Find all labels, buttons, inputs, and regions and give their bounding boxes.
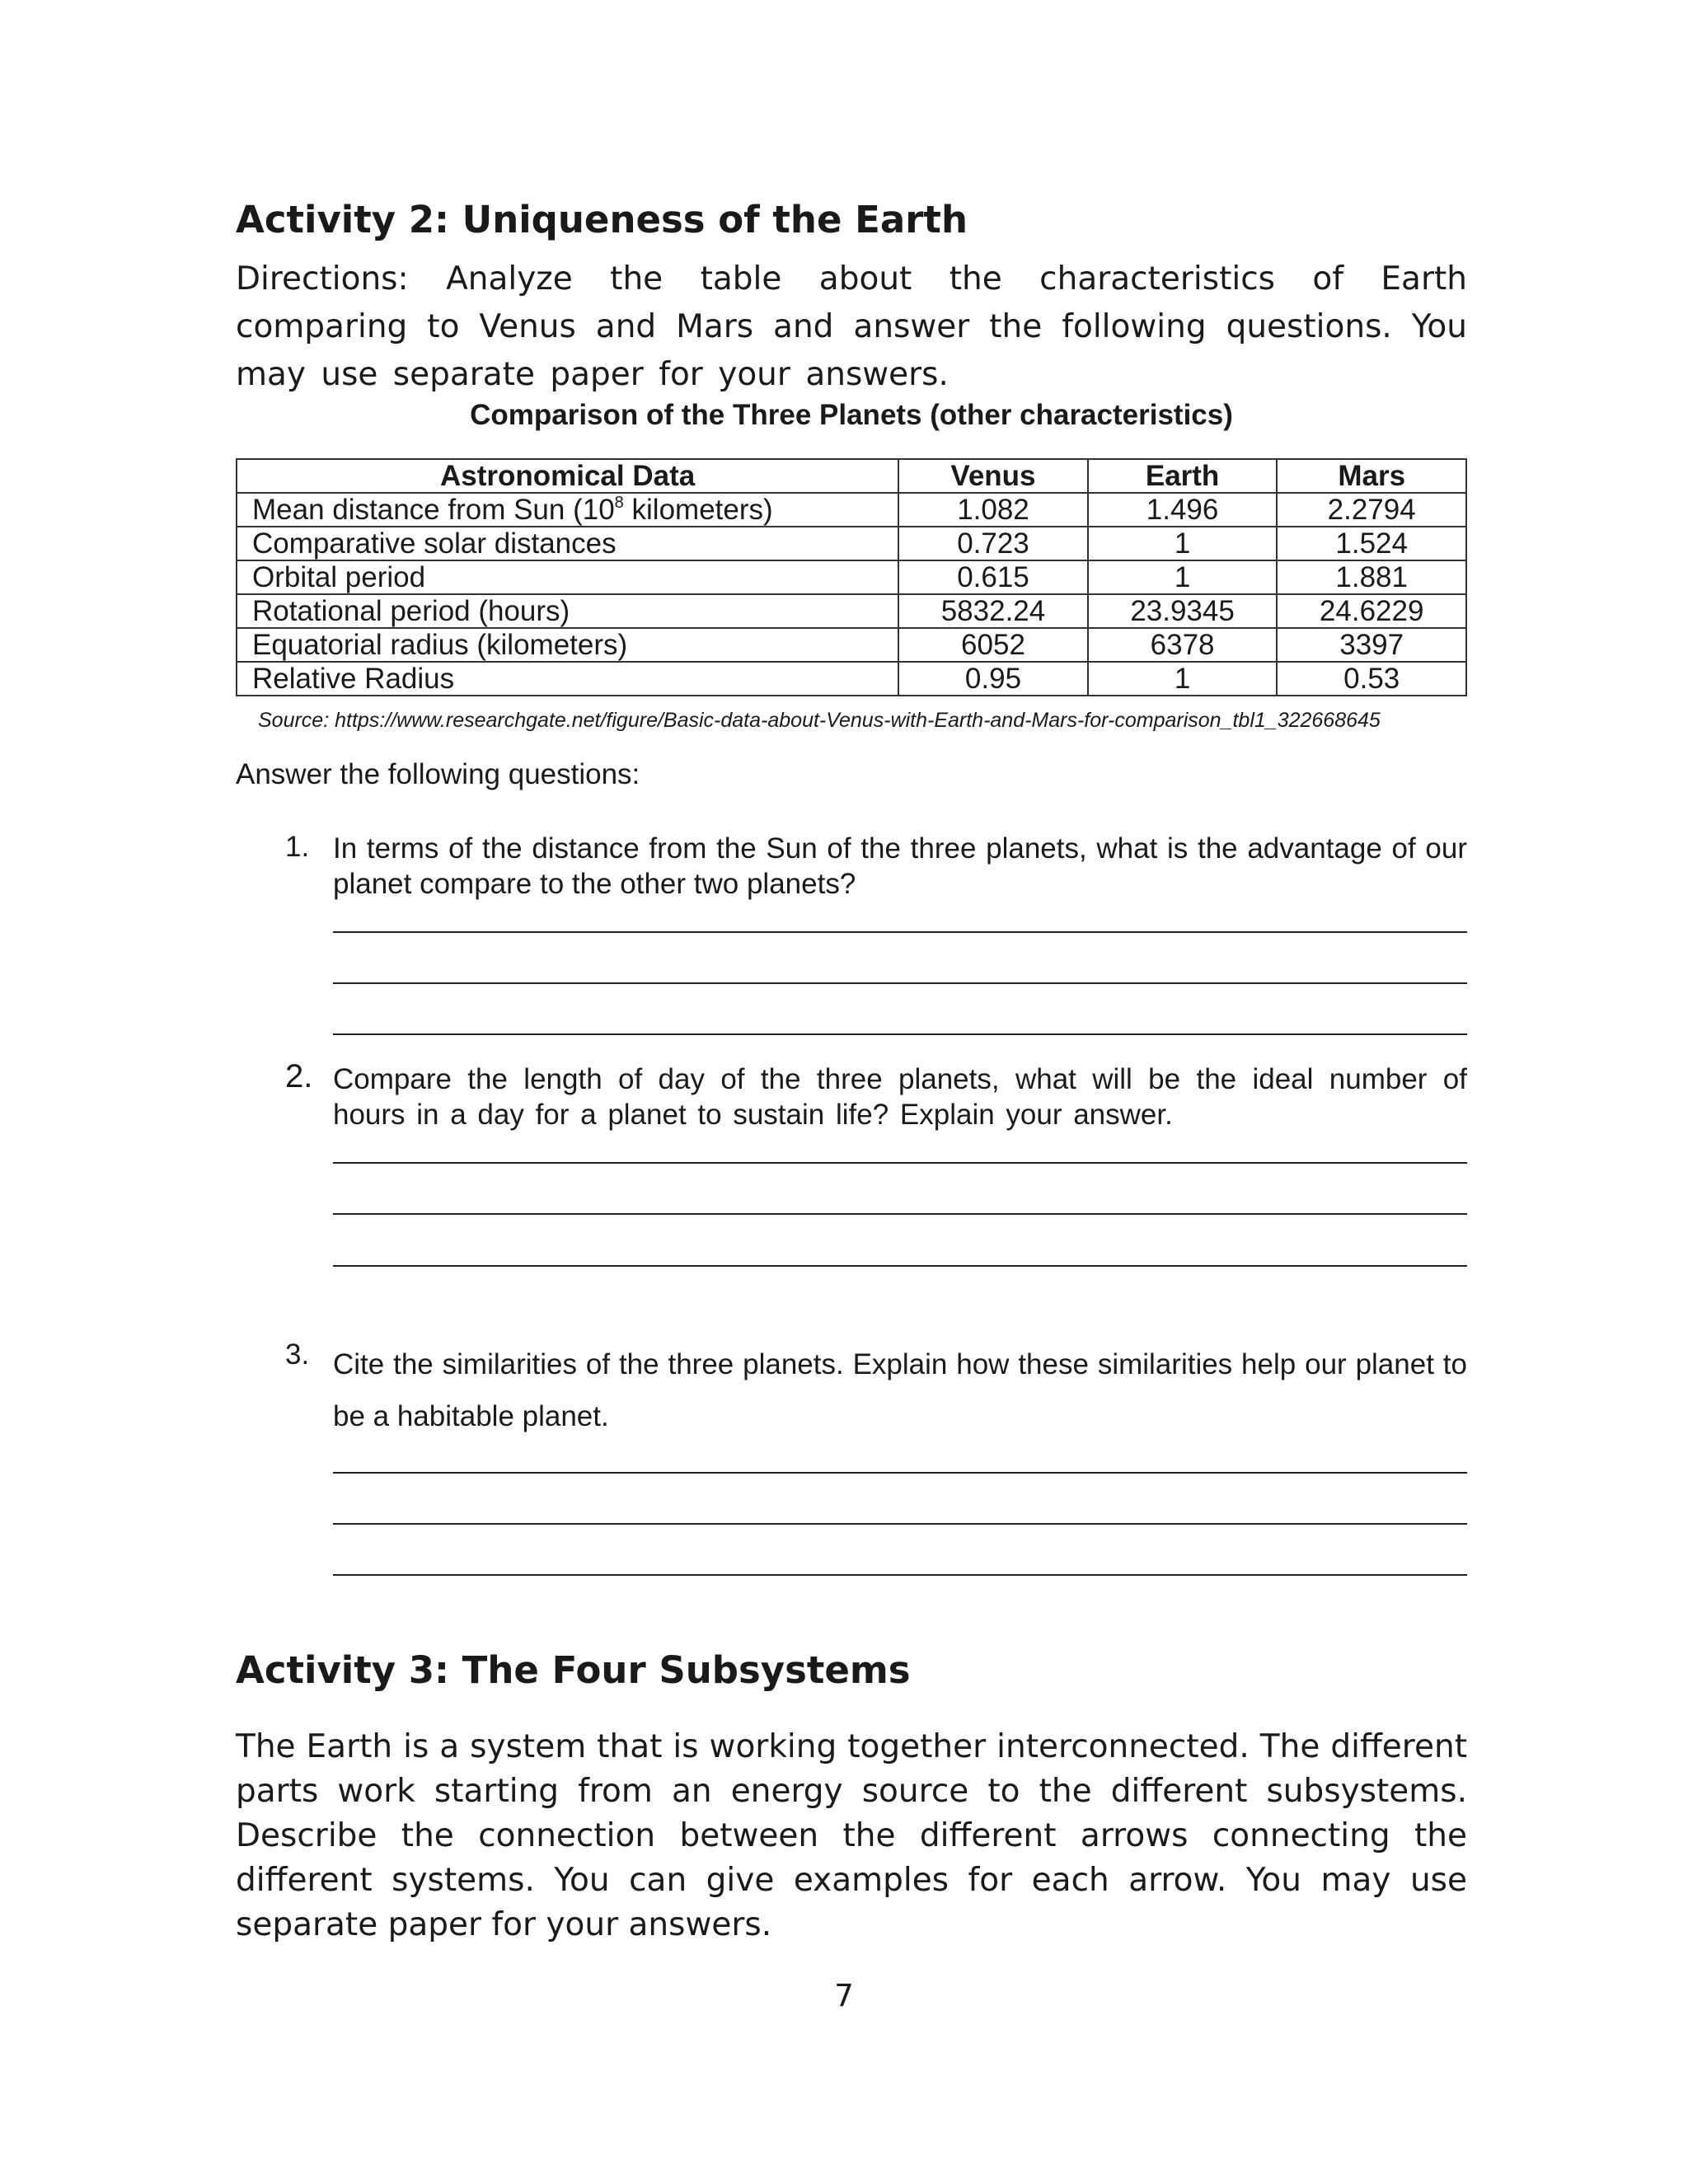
earth-cell: 6378	[1088, 628, 1278, 662]
table-row	[237, 594, 1466, 628]
row-label: Orbital period	[237, 560, 898, 594]
activity-2-heading: Activity 2: Uniqueness of the Earth	[236, 198, 968, 241]
mars-cell: 0.53	[1277, 662, 1466, 696]
row-label: Relative Radius	[237, 662, 898, 696]
activity-3-intro: The Earth is a system that is working together interconnected. The different parts work starting from an energy source to the different subsystems. Describe the connection between the different arrows connecting the different systems. You can give examples for each arrow. You may use separate paper for your answers.	[236, 1728, 1467, 1943]
answer-line[interactable]	[333, 1472, 1467, 1474]
row-label-text: Mean distance from Sun (10	[252, 494, 615, 526]
column-header: Venus	[898, 459, 1088, 493]
table-header-row	[237, 459, 1466, 493]
mars-cell: 1.524	[1277, 527, 1466, 560]
planet-comparison-table	[236, 458, 1467, 696]
table-row	[237, 493, 1466, 527]
answer-line[interactable]	[333, 931, 1467, 933]
table-row	[237, 662, 1466, 696]
table-source: Source: https://www.researchgate.net/figure/Basic-data-about-Venus-with-Earth-and-Mars-for-comparison_tbl1_322668645	[258, 709, 1381, 732]
activity-2-directions: Directions: Analyze the table about the characteristics of Earth comparing to Venus and Mars and answer the following questions. You may use separate paper for your answers.	[236, 260, 1467, 393]
answer-prompt: Answer the following questions:	[236, 758, 640, 790]
earth-cell: 23.9345	[1088, 594, 1278, 628]
exponent: 8	[614, 494, 624, 512]
venus-cell: 0.95	[898, 662, 1088, 696]
venus-cell: 0.723	[898, 527, 1088, 560]
table-title: Comparison of the Three Planets (other characteristics)	[470, 399, 1233, 431]
question-text: In terms of the distance from the Sun of the three planets, what is the advantage of our planet compare to the other two planets?	[333, 832, 1467, 900]
table-row	[237, 628, 1466, 662]
mars-cell: 1.881	[1277, 560, 1466, 594]
answer-line[interactable]	[333, 1574, 1467, 1576]
table-row	[237, 527, 1466, 560]
page-number: 7	[834, 1978, 854, 2013]
answer-line[interactable]	[333, 1033, 1467, 1035]
column-header: Mars	[1277, 459, 1466, 493]
row-label: Comparative solar distances	[237, 527, 898, 560]
venus-cell: 5832.24	[898, 594, 1088, 628]
table-row	[237, 560, 1466, 594]
answer-line[interactable]	[333, 1162, 1467, 1164]
question-text: Compare the length of day of the three planets, what will be the ideal number of hours in a day for a planet to sustain life? Explain your answer.	[333, 1063, 1467, 1131]
row-label: Rotational period (hours)	[237, 594, 898, 628]
row-label	[237, 493, 898, 527]
column-header: Astronomical Data	[237, 459, 898, 493]
question-number: 3.	[285, 1338, 310, 1371]
earth-cell: 1	[1088, 560, 1278, 594]
mars-cell: 24.6229	[1277, 594, 1466, 628]
earth-cell: 1	[1088, 662, 1278, 696]
mars-cell: 3397	[1277, 628, 1466, 662]
earth-cell: 1	[1088, 527, 1278, 560]
column-header: Earth	[1088, 459, 1278, 493]
question-number: 2.	[285, 1058, 313, 1094]
activity-3-heading: Activity 3: The Four Subsystems	[236, 1648, 911, 1692]
mars-cell: 2.2794	[1277, 493, 1466, 527]
venus-cell: 1.082	[898, 493, 1088, 527]
row-label: Equatorial radius (kilometers)	[237, 628, 898, 662]
venus-cell: 0.615	[898, 560, 1088, 594]
venus-cell: 6052	[898, 628, 1088, 662]
question-number: 1.	[285, 831, 310, 863]
answer-line[interactable]	[333, 982, 1467, 984]
answer-line[interactable]	[333, 1265, 1467, 1267]
answer-line[interactable]	[333, 1523, 1467, 1525]
question-text: Cite the similarities of the three planets. Explain how these similarities help our planet to be a habitable planet.	[333, 1348, 1467, 1432]
earth-cell: 1.496	[1088, 493, 1278, 527]
row-label-text: kilometers)	[623, 494, 773, 526]
answer-line[interactable]	[333, 1213, 1467, 1215]
